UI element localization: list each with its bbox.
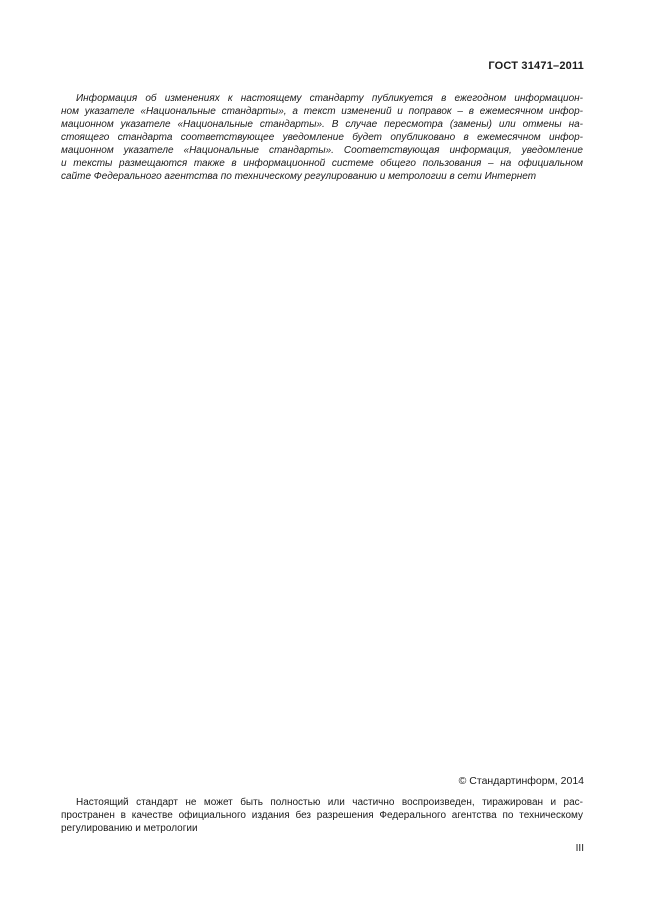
notice-line: мационном указателе «Национальные стандарты». В случае пересмотра (замены) или отмены на- <box>61 119 583 130</box>
copyright-notice: © Стандартинформ, 2014 <box>458 775 584 787</box>
restriction-line: Настоящий стандарт не может быть полностью или частично воспроизведен, тиражирован и рас- <box>76 797 583 808</box>
restriction-line: регулированию и метрологии <box>61 823 198 834</box>
notice-line: и тексты размещаются также в информационной системе общего пользования – на официальном <box>61 158 583 169</box>
amendments-notice <box>61 92 583 183</box>
document-code: ГОСТ 31471–2011 <box>488 60 584 72</box>
page-number: III <box>575 843 584 854</box>
reproduction-restriction <box>61 796 583 835</box>
notice-line: мационном указателе «Национальные стандарты». Соответствующая информация, уведомление <box>61 145 583 156</box>
notice-line: стоящего стандарта соответствующее уведомление будет опубликовано в ежемесячном инфор- <box>61 132 583 143</box>
notice-line: сайте Федерального агентства по техническому регулированию и метрологии в сети Интернет <box>61 171 537 182</box>
notice-line: Информация об изменениях к настоящему стандарту публикуется в ежегодном информацион- <box>76 93 583 104</box>
restriction-line: пространен в качестве официального издания без разрешения Федерального агентства по техническому <box>61 810 583 821</box>
notice-line: ном указателе «Национальные стандарты», а текст изменений и поправок – в ежемесячном инфор- <box>61 106 583 117</box>
